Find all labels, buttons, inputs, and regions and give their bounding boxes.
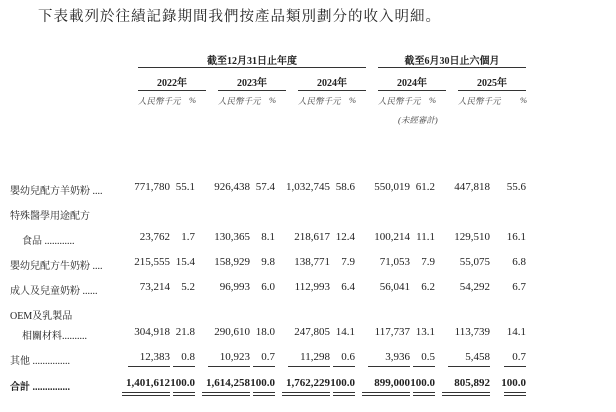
- percent-cell: 18.0: [255, 326, 275, 338]
- percent-cell: 6.0: [261, 281, 275, 293]
- percent-cell: 6.8: [512, 256, 526, 268]
- row-label: 成人及兒童奶粉 ......: [10, 286, 98, 297]
- percent-cell: 6.7: [512, 281, 526, 293]
- percent-cell: 0.5: [421, 351, 435, 363]
- percent-cell: 13.1: [415, 326, 435, 338]
- amount-cell: 1,762,229: [286, 377, 330, 389]
- amount-cell: 138,771: [294, 256, 330, 268]
- amount-cell: 215,555: [134, 256, 170, 268]
- amount-cell: 805,892: [454, 377, 490, 389]
- amount-cell: 899,000: [374, 377, 410, 389]
- row-label: 食品 ............: [22, 236, 75, 247]
- year-header: 2022年: [157, 78, 187, 89]
- year-header: 2024年: [317, 78, 347, 89]
- percent-cell: 55.6: [506, 181, 526, 193]
- total-double-rule: [413, 392, 435, 396]
- period-header-six-months: 截至6月30日止六個月: [404, 56, 500, 67]
- amount-cell: 96,993: [219, 281, 250, 293]
- unit-amount-label: 人民幣千元: [218, 96, 261, 106]
- subtotal-rule: [253, 366, 275, 367]
- percent-cell: 16.1: [506, 231, 526, 243]
- percent-cell: 15.4: [175, 256, 195, 268]
- year-rule: [298, 90, 366, 91]
- amount-cell: 290,610: [214, 326, 250, 338]
- unit-percent-label: %: [269, 95, 277, 105]
- year-rule: [458, 90, 526, 91]
- amount-cell: 23,762: [139, 231, 170, 243]
- year-header: 2025年: [477, 78, 507, 89]
- unit-amount-label: 人民幣千元: [138, 96, 181, 106]
- amount-cell: 550,019: [374, 181, 410, 193]
- row-label: 嬰幼兒配方羊奶粉 ....: [10, 186, 103, 197]
- amount-cell: 5,458: [465, 351, 490, 363]
- amount-cell: 218,617: [294, 231, 330, 243]
- unit-amount-label: 人民幣千元: [298, 96, 341, 106]
- row-label: 嬰幼兒配方牛奶粉 ....: [10, 261, 103, 272]
- period-header-fiscal-year: 截至12月31日止年度: [207, 56, 297, 67]
- subtotal-rule: [504, 366, 526, 367]
- unit-percent-label: %: [429, 95, 437, 105]
- percent-cell: 100.0: [410, 377, 435, 389]
- percent-cell: 0.6: [341, 351, 355, 363]
- percent-cell: 6.2: [421, 281, 435, 293]
- amount-cell: 3,936: [385, 351, 410, 363]
- amount-cell: 771,780: [134, 181, 170, 193]
- subtotal-rule: [333, 366, 355, 367]
- amount-cell: 11,298: [300, 351, 330, 363]
- subtotal-rule: [128, 366, 170, 367]
- amount-cell: 304,918: [134, 326, 170, 338]
- percent-cell: 11.1: [416, 231, 435, 243]
- amount-cell: 54,292: [459, 281, 490, 293]
- subtotal-rule: [368, 366, 410, 367]
- amount-cell: 112,993: [294, 281, 330, 293]
- subtotal-rule: [173, 366, 195, 367]
- row-label: 特殊醫學用途配方: [10, 211, 90, 222]
- row-label: OEM及乳製品: [10, 311, 73, 322]
- year-rule: [218, 90, 286, 91]
- amount-cell: 100,214: [374, 231, 410, 243]
- amount-cell: 1,032,745: [286, 181, 330, 193]
- total-double-rule: [504, 392, 526, 396]
- percent-cell: 0.7: [512, 351, 526, 363]
- percent-cell: 100.0: [250, 377, 275, 389]
- unit-percent-label: %: [520, 95, 528, 105]
- percent-cell: 5.2: [181, 281, 195, 293]
- amount-cell: 1,401,612: [126, 377, 170, 389]
- total-double-rule: [362, 392, 410, 396]
- percent-cell: 6.4: [341, 281, 355, 293]
- amount-cell: 926,438: [214, 181, 250, 193]
- year-rule: [138, 90, 206, 91]
- percent-cell: 7.9: [421, 256, 435, 268]
- percent-cell: 14.1: [335, 326, 355, 338]
- row-label: 其他 ...............: [10, 356, 70, 367]
- unit-percent-label: %: [349, 95, 357, 105]
- percent-cell: 55.1: [175, 181, 195, 193]
- amount-cell: 73,214: [139, 281, 170, 293]
- percent-cell: 1.7: [181, 231, 195, 243]
- row-label: 相關材料..........: [22, 331, 87, 342]
- percent-cell: 100.0: [170, 377, 195, 389]
- subtotal-rule: [288, 366, 330, 367]
- row-label: 合計 ...............: [10, 382, 70, 393]
- amount-cell: 447,818: [454, 181, 490, 193]
- unit-amount-label: 人民幣千元: [458, 96, 501, 106]
- amount-cell: 129,510: [454, 231, 490, 243]
- header-rule: [138, 67, 366, 68]
- percent-cell: 8.1: [261, 231, 275, 243]
- unaudited-note: (未經審計): [398, 115, 438, 125]
- total-double-rule: [442, 392, 490, 396]
- subtotal-rule: [208, 366, 250, 367]
- amount-cell: 10,923: [219, 351, 250, 363]
- amount-cell: 130,365: [214, 231, 250, 243]
- percent-cell: 100.0: [501, 377, 526, 389]
- amount-cell: 56,041: [379, 281, 410, 293]
- percent-cell: 61.2: [415, 181, 435, 193]
- document-intro-text: 下表載列於往績記錄期間我們按產品類別劃分的收入明細。: [38, 9, 441, 25]
- percent-cell: 21.8: [175, 326, 195, 338]
- total-double-rule: [253, 392, 275, 396]
- percent-cell: 14.1: [506, 326, 526, 338]
- percent-cell: 58.6: [335, 181, 355, 193]
- total-double-rule: [122, 392, 170, 396]
- header-rule: [378, 67, 526, 68]
- percent-cell: 12.4: [335, 231, 355, 243]
- unit-amount-label: 人民幣千元: [378, 96, 421, 106]
- year-header: 2023年: [237, 78, 267, 89]
- amount-cell: 117,737: [374, 326, 410, 338]
- total-double-rule: [282, 392, 330, 396]
- total-double-rule: [173, 392, 195, 396]
- percent-cell: 7.9: [341, 256, 355, 268]
- total-double-rule: [202, 392, 250, 396]
- amount-cell: 71,053: [379, 256, 410, 268]
- amount-cell: 12,383: [139, 351, 170, 363]
- percent-cell: 9.8: [261, 256, 275, 268]
- percent-cell: 57.4: [255, 181, 275, 193]
- amount-cell: 247,805: [294, 326, 330, 338]
- percent-cell: 0.8: [181, 351, 195, 363]
- amount-cell: 113,739: [454, 326, 490, 338]
- amount-cell: 158,929: [214, 256, 250, 268]
- amount-cell: 55,075: [459, 256, 490, 268]
- year-rule: [378, 90, 446, 91]
- subtotal-rule: [413, 366, 435, 367]
- unit-percent-label: %: [189, 95, 197, 105]
- total-double-rule: [333, 392, 355, 396]
- percent-cell: 0.7: [261, 351, 275, 363]
- percent-cell: 100.0: [330, 377, 355, 389]
- amount-cell: 1,614,258: [206, 377, 250, 389]
- year-header: 2024年: [397, 78, 427, 89]
- subtotal-rule: [448, 366, 490, 367]
